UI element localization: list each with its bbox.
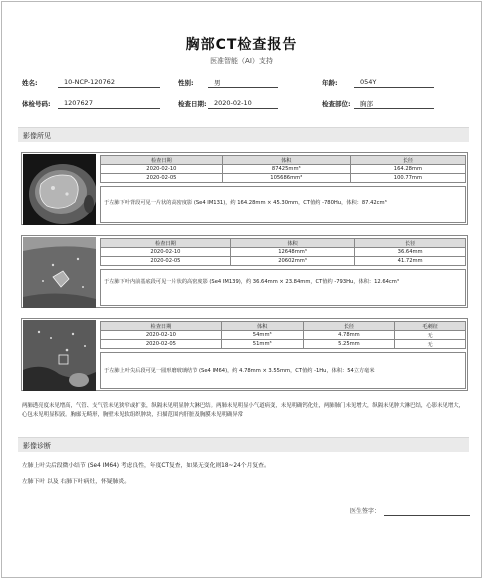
age-value: 054Y (354, 78, 434, 88)
table-cell: 12648mm³ (230, 248, 354, 257)
signature-label: 医生签字： (350, 508, 381, 515)
table-cell: 100.77mm (350, 174, 465, 183)
table-cell: 2020-02-10 (101, 165, 223, 174)
finding-description-2: 于左肺下叶内前基底段可见一片状的高密度影 (Se4 IM139)，约 36.64mm × 23.84mm，CT值约 -793Hu，体积：12.64cm³ (100, 269, 466, 306)
table-row (101, 331, 466, 340)
table-header: 长径 (355, 239, 466, 248)
name-value: 10-NCP-120762 (58, 78, 160, 88)
table-cell: 2020-02-05 (101, 257, 231, 266)
table-row (101, 248, 466, 257)
finding-card-2 (21, 235, 468, 308)
signature-line[interactable] (384, 515, 470, 516)
patient-info-row-1 (22, 78, 468, 90)
table-cell: 5.25mm (303, 340, 395, 349)
table-header: 检查日期 (101, 156, 223, 165)
exam-part-value: 胸部 (354, 99, 434, 109)
table-cell: 2020-02-10 (101, 331, 222, 340)
patient-info-row-2 (22, 99, 468, 111)
findings-section-title: 影像所见 (23, 132, 51, 140)
table-cell: 164.28mm (350, 165, 465, 174)
table-header: 检查日期 (101, 239, 231, 248)
ct-thumbnail-1 (23, 154, 96, 225)
table-row (101, 257, 466, 266)
finding-description-3: 于左肺上叶尖后段可见一圆形磨玻璃结节 (Se4 IM64)，约 4.78mm × 3.55mm，CT值约 -1Hu，体积：54立方毫米 (100, 352, 466, 389)
table-cell: 2020-02-05 (101, 340, 222, 349)
report-page (1, 1, 482, 578)
finding-description-1: 于左肺下叶背段可见一片状的高密度影 (Se4 IM131)，约 164.28mm × 45.30mm，CT值约 -780Hu，体积：87.42cm³ (100, 186, 466, 223)
sex-value: 男 (208, 78, 278, 88)
table-row (101, 165, 466, 174)
table-header: 长径 (350, 156, 465, 165)
exam-no-label: 体检号码: (22, 100, 51, 108)
ct-thumbnail-3 (23, 320, 96, 391)
table-cell: 51mm³ (221, 340, 303, 349)
doctor-signature (350, 506, 470, 518)
report-title: 胸部CT检查报告 (185, 37, 298, 53)
table-header: 体积 (221, 322, 303, 331)
exam-no-value: 1207627 (58, 99, 160, 109)
exam-date-label: 检查日期: (178, 100, 207, 108)
table-header: 长径 (303, 322, 395, 331)
table-header: 体积 (222, 156, 350, 165)
ct-thumbnail-2 (23, 237, 96, 308)
diagnosis-line-1: 左肺上叶尖后段微小结节 (Se4 IM64) 考虑良性，年度CT复查，如果无变化则18~24个月复查。 (22, 463, 270, 469)
table-cell: 54mm³ (221, 331, 303, 340)
diagnosis-section-title: 影像诊断 (23, 442, 51, 450)
sex-label: 性别: (178, 79, 194, 87)
table-cell: 41.72mm (355, 257, 466, 266)
finding-card-1 (21, 152, 468, 225)
finding-table-2 (100, 238, 466, 266)
table-row (101, 340, 466, 349)
table-cell: 105686mm³ (222, 174, 350, 183)
name-label: 姓名: (22, 79, 38, 87)
table-cell: 无 (395, 340, 466, 349)
table-cell: 36.64mm (355, 248, 466, 257)
diagnosis-line-2: 左肺下叶 以及 右肺下叶病灶，怀疑肺炎。 (22, 479, 131, 485)
general-findings-text: 两肺透亮度未见增高，气管、支气管未见狭窄或扩张，纵隔未见明显肿大淋巴结。两肺未见明显小气道病变，未见明确钙化灶，两肺肺门未见增大，纵隔未见肿大淋巴结，心影未见增大，心包未见明显积液。胸廓无畸形，胸壁未见软组织肿块，扫描范围内肝脏及胸膜未见明确异常 (22, 403, 465, 418)
report-subtitle: 医准智能（AI）支持 (210, 57, 273, 65)
table-row (101, 174, 466, 183)
table-header: 检查日期 (101, 322, 222, 331)
table-cell: 2020-02-05 (101, 174, 223, 183)
finding-card-3 (21, 318, 468, 391)
findings-section-header (18, 127, 469, 142)
table-cell: 2020-02-10 (101, 248, 231, 257)
table-cell: 无 (395, 331, 466, 340)
age-label: 年龄: (322, 79, 338, 87)
exam-part-label: 检查部位: (322, 100, 351, 108)
table-header: 毛刺征 (395, 322, 466, 331)
table-cell: 4.78mm (303, 331, 395, 340)
table-cell: 20602mm³ (230, 257, 354, 266)
finding-table-1 (100, 155, 466, 183)
table-header: 体积 (230, 239, 354, 248)
finding-table-3 (100, 321, 466, 349)
exam-date-value: 2020-02-10 (208, 99, 278, 109)
table-cell: 87425mm³ (222, 165, 350, 174)
diagnosis-section-header (18, 437, 469, 452)
